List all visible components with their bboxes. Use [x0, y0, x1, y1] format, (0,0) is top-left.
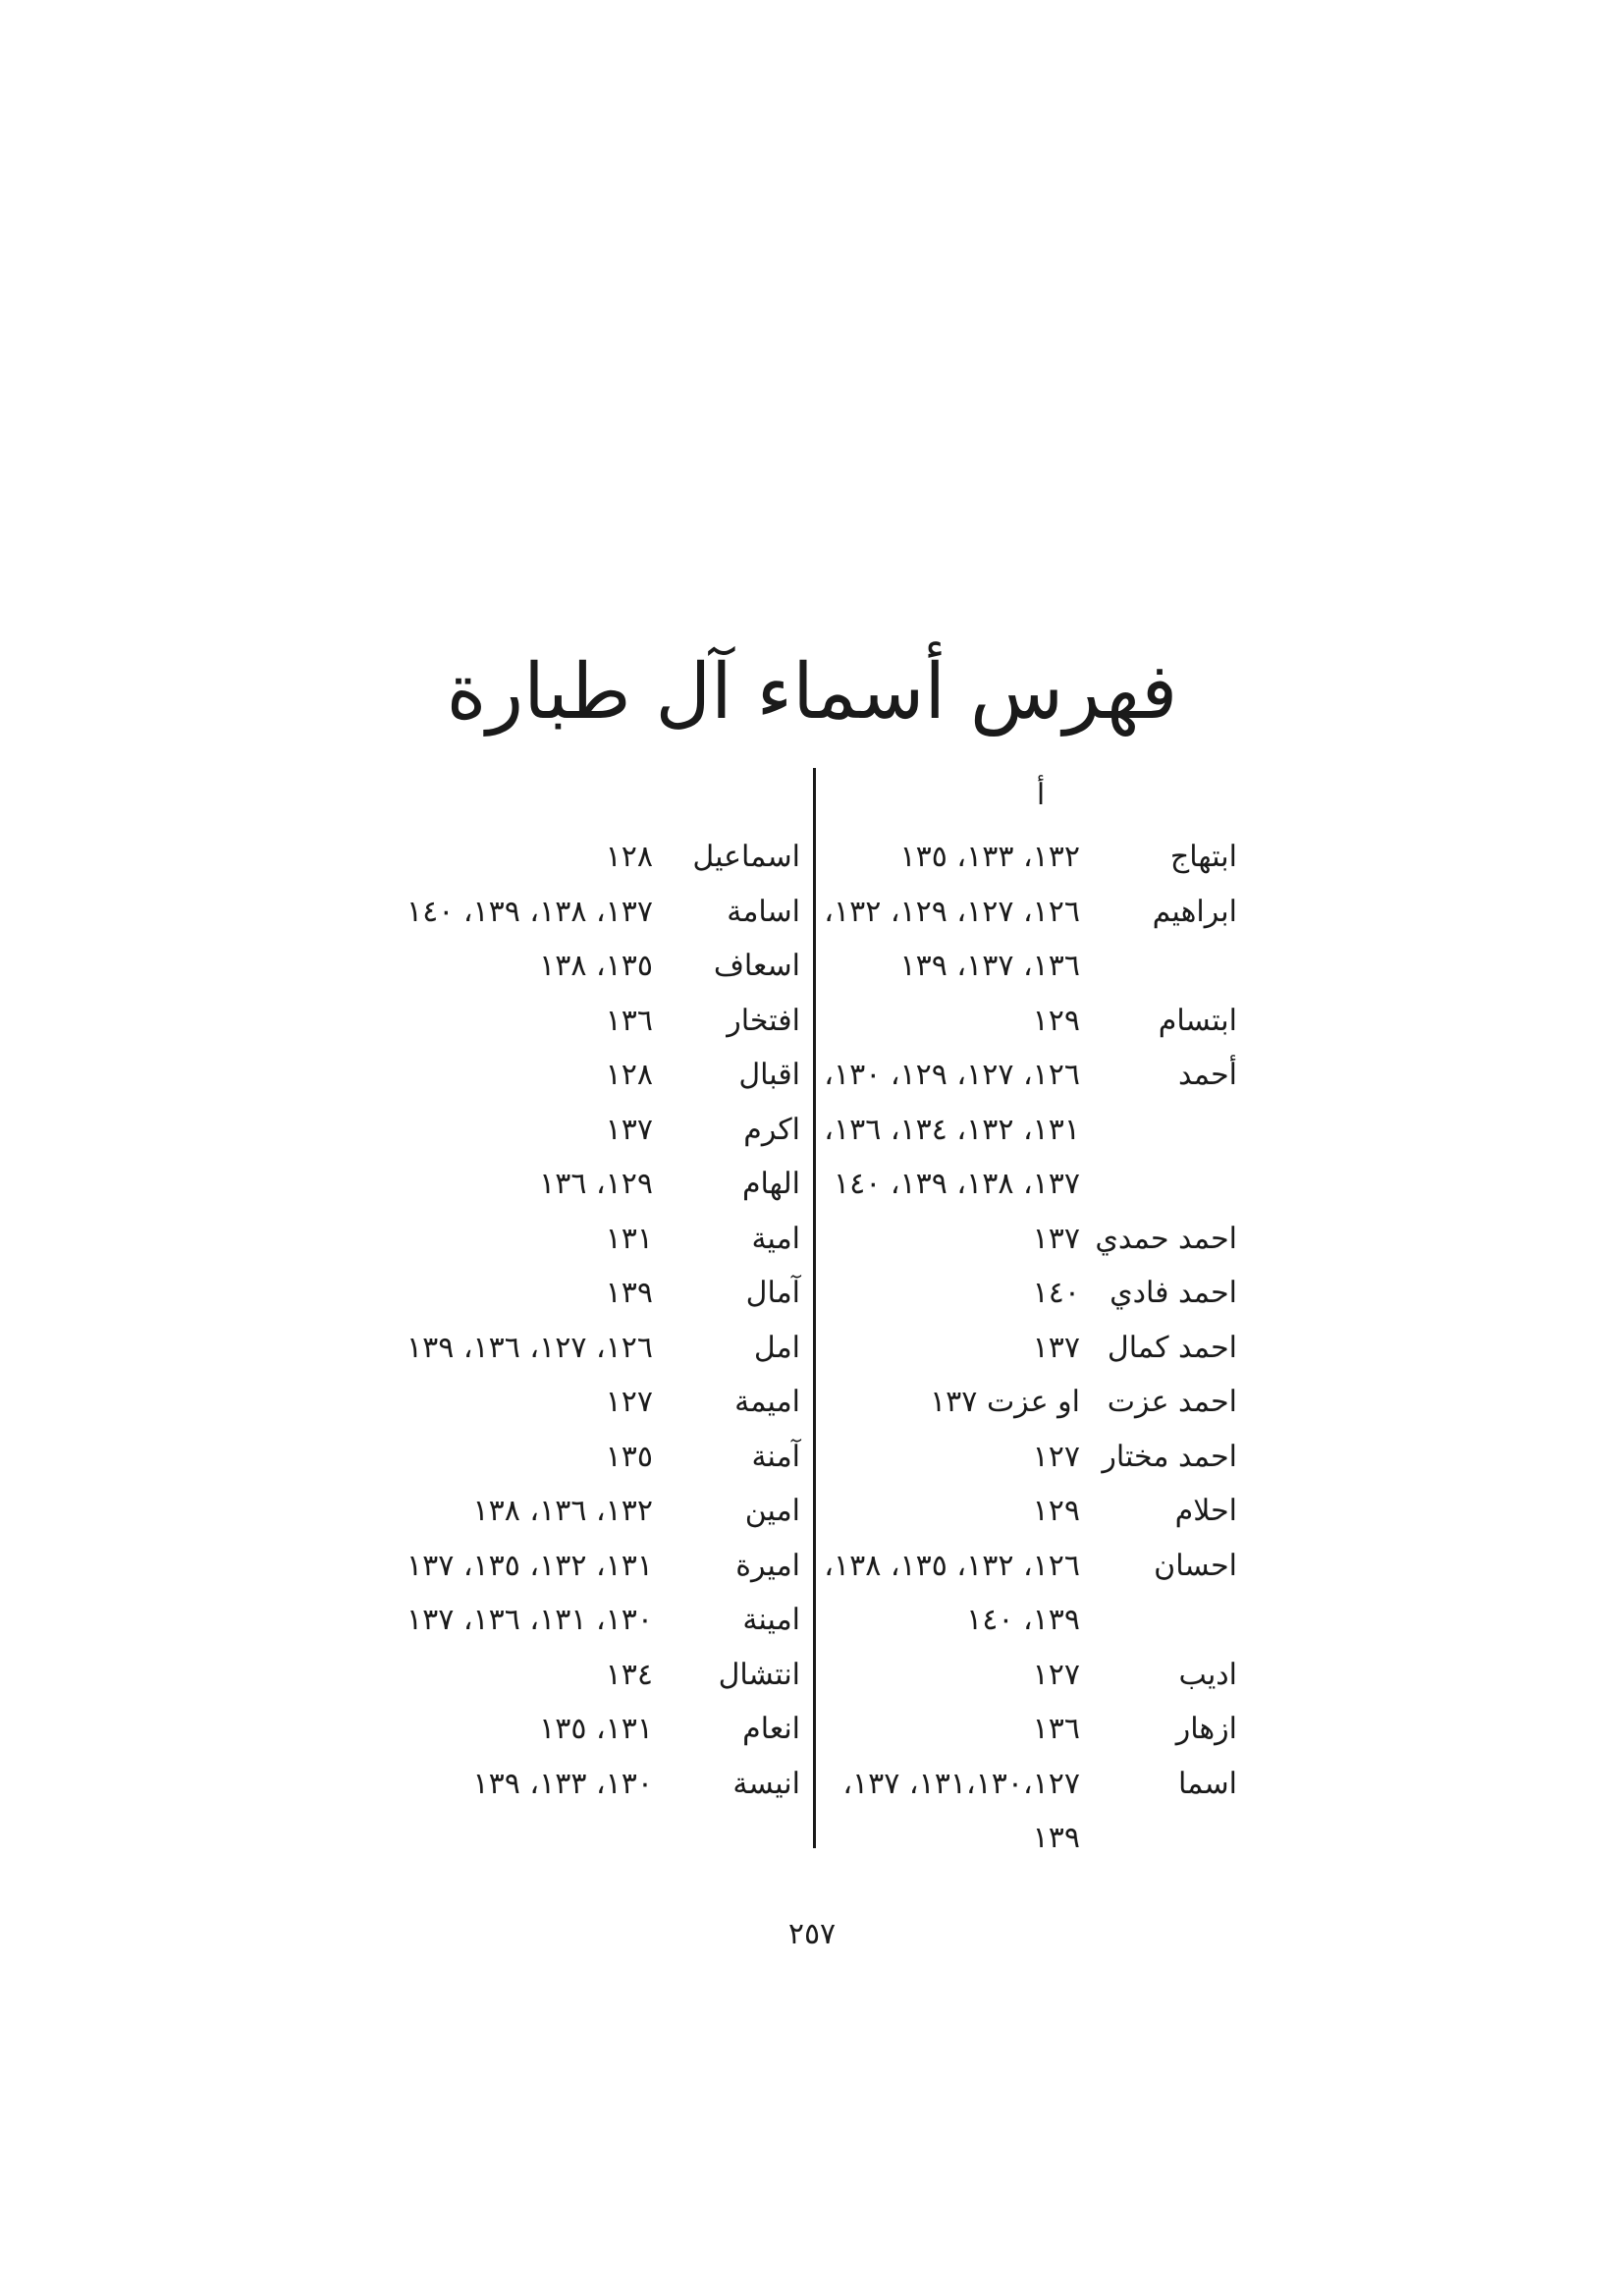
entry-pages: ١٤٠: [1032, 1276, 1080, 1310]
index-entry: [727, 1375, 1237, 1430]
entry-pages: ١٢٧: [1032, 1439, 1080, 1474]
entry-pages: ١٣٤: [605, 1657, 653, 1692]
index-entry: [727, 1593, 1237, 1648]
entry-name: ابتهاج: [1169, 840, 1237, 874]
index-entry: [727, 1539, 1237, 1594]
index-entry: [727, 939, 1237, 994]
entry-name: اسماعيل: [692, 840, 800, 874]
index-entry: [290, 1648, 800, 1703]
entry-pages: ١٣٧: [1032, 1221, 1080, 1256]
entry-pages: ١٢٩: [1032, 1003, 1080, 1038]
index-entry: [727, 1430, 1237, 1485]
entry-name: انعام: [742, 1712, 800, 1746]
entry-pages: ١٣١،١٣٠،١٢٧، ١٣٧،: [842, 1766, 1080, 1801]
entry-name: الهام: [741, 1167, 800, 1201]
entry-name: اميرة: [735, 1548, 800, 1583]
entry-pages: ١٣٩، ١٤٠: [966, 1603, 1080, 1637]
index-entry: [290, 994, 800, 1049]
entry-pages: ١٢٦، ١٢٧، ١٢٩، ١٣٠،: [824, 1058, 1080, 1092]
entry-pages: ١٢٦، ١٣٢، ١٣٥، ١٣٨،: [824, 1548, 1080, 1583]
index-entry: [290, 1266, 800, 1321]
entry-pages: او عزت ١٣٧: [930, 1385, 1080, 1419]
entry-pages: ١٢٩، ١٣٦: [539, 1167, 653, 1201]
entry-name: ازهار: [1175, 1712, 1237, 1746]
entry-name: احمد فادي: [1110, 1276, 1237, 1310]
index-entry: [290, 939, 800, 994]
entry-pages: ١٣١: [605, 1221, 653, 1256]
entry-pages: ١٣٥، ١٣٨: [539, 949, 653, 983]
entry-name: امينة: [742, 1603, 800, 1637]
index-entry: [290, 1702, 800, 1757]
entry-name: أحمد: [1178, 1058, 1237, 1092]
entry-name: آمال: [745, 1276, 800, 1310]
page-number: ٢٥٧: [787, 1917, 837, 1951]
index-entry: [727, 1157, 1237, 1212]
entry-pages: ١٣١، ١٣٢، ١٣٤، ١٣٦،: [824, 1112, 1080, 1147]
entry-name: احمد مختار: [1102, 1439, 1237, 1474]
entry-name: احسان: [1154, 1548, 1237, 1583]
page-title: فهرس أسماء آل طبارة: [446, 648, 1178, 737]
index-entry: [290, 1375, 800, 1430]
entry-name: ابتسام: [1158, 1003, 1237, 1038]
index-entry: [290, 1048, 800, 1103]
index-entry: [290, 1321, 800, 1376]
index-entry: [727, 1484, 1237, 1539]
entry-pages: ١٣٦، ١٣٧، ١٣٩: [899, 949, 1080, 983]
entry-pages: ١٢٩: [1032, 1494, 1080, 1528]
index-entry: [290, 1212, 800, 1267]
entry-pages: ١٣٦: [1032, 1712, 1080, 1746]
entry-pages: ١٣٩: [605, 1276, 653, 1310]
index-entry: [727, 885, 1237, 940]
index-entry: [727, 1321, 1237, 1376]
index-entry: [727, 1702, 1237, 1757]
entry-name: احمد حمدي: [1095, 1221, 1237, 1256]
index-entry: [727, 1103, 1237, 1158]
index-entry: [290, 1430, 800, 1485]
entry-name: انيسة: [732, 1766, 800, 1801]
index-entry: [727, 1757, 1237, 1812]
entry-name: احمد عزت: [1107, 1385, 1237, 1419]
section-letter: أ: [1036, 778, 1046, 812]
index-entry: [290, 1103, 800, 1158]
entry-name: اقبال: [738, 1058, 800, 1092]
index-entry: [727, 1648, 1237, 1703]
entry-pages: ١٣٩: [1032, 1821, 1080, 1855]
entry-name: افتخار: [727, 1003, 800, 1038]
entry-name: احلام: [1174, 1494, 1237, 1528]
index-entry: [290, 1593, 800, 1648]
entry-pages: ١٣٧، ١٣٨، ١٣٩، ١٤٠: [833, 1167, 1080, 1201]
entry-pages: ١٣١، ١٣٥: [539, 1712, 653, 1746]
entry-name: اميمة: [734, 1385, 800, 1419]
entry-pages: ١٢٦، ١٢٧، ١٢٩، ١٣٢،: [824, 894, 1080, 929]
entry-name: اكرم: [743, 1112, 800, 1147]
index-entry: [290, 1157, 800, 1212]
entry-pages: ١٢٧: [605, 1385, 653, 1419]
entry-name: آمنة: [751, 1439, 800, 1474]
entry-pages: ١٣٠، ١٣١، ١٣٦، ١٣٧: [406, 1603, 653, 1637]
index-entry: [290, 830, 800, 885]
entry-pages: ١٣٦: [605, 1003, 653, 1038]
index-entry: [727, 830, 1237, 885]
entry-pages: ١٢٦، ١٢٧، ١٣٦، ١٣٩: [406, 1330, 653, 1365]
index-entry: [290, 1484, 800, 1539]
entry-pages: ١٣٢، ١٣٣، ١٣٥: [899, 840, 1080, 874]
entry-pages: ١٣٠، ١٣٣، ١٣٩: [472, 1766, 653, 1801]
entry-name: امين: [744, 1494, 800, 1528]
entry-pages: ١٢٨: [605, 840, 653, 874]
entry-pages: ١٣٥: [605, 1439, 653, 1474]
index-entry: [727, 1212, 1237, 1267]
entry-name: اسعاف: [713, 949, 800, 983]
entry-name: احمد كمال: [1107, 1330, 1237, 1365]
index-entry: [290, 1539, 800, 1594]
index-entry: [290, 1757, 800, 1812]
index-entry: [727, 1811, 1237, 1866]
index-entry: [727, 1048, 1237, 1103]
entry-name: اديب: [1178, 1657, 1237, 1692]
entry-pages: ١٢٨: [605, 1058, 653, 1092]
entry-name: اسامة: [727, 894, 800, 929]
entry-pages: ١٣٧: [605, 1112, 653, 1147]
entry-pages: ١٣٧، ١٣٨، ١٣٩، ١٤٠: [406, 894, 653, 929]
index-entry: [727, 1266, 1237, 1321]
entry-pages: ١٣٧: [1032, 1330, 1080, 1365]
index-entry: [290, 885, 800, 940]
entry-pages: ١٣١، ١٣٢، ١٣٥، ١٣٧: [406, 1548, 653, 1583]
entry-name: ابراهيم: [1152, 894, 1237, 929]
entry-pages: ١٣٢، ١٣٦، ١٣٨: [472, 1494, 653, 1528]
entry-name: امل: [753, 1330, 800, 1365]
entry-name: امية: [751, 1221, 800, 1256]
entry-name: اسما: [1178, 1766, 1237, 1801]
entry-pages: ١٢٧: [1032, 1657, 1080, 1692]
index-entry: [727, 994, 1237, 1049]
entry-name: انتشال: [718, 1657, 800, 1692]
